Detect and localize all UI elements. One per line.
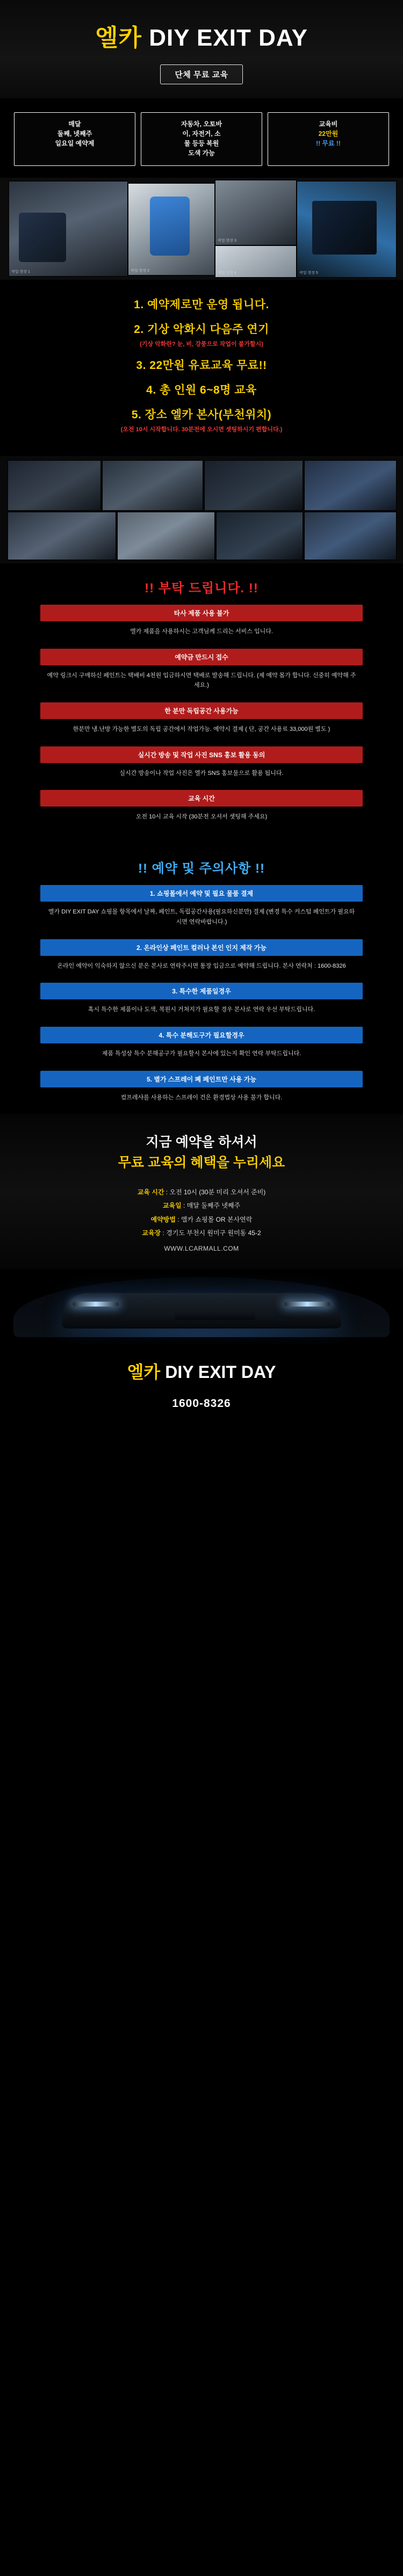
photo-caption-5: 작업 현장 5 bbox=[299, 271, 318, 275]
car-grille bbox=[175, 1311, 255, 1320]
reserve-block-2 bbox=[40, 939, 363, 974]
photo-part-1 bbox=[8, 460, 101, 511]
photo-caption-2: 작업 현장 2 bbox=[131, 269, 149, 273]
photo-part-3 bbox=[204, 460, 303, 511]
feature-vehicles-line1: 자동차, 오토바 bbox=[181, 120, 222, 128]
notice-list bbox=[0, 280, 403, 456]
photo-caption-1: 작업 현장 1 bbox=[11, 270, 30, 274]
photo-caption-4: 작업 현장 4 bbox=[218, 271, 236, 275]
cta-info-label-3: 예약방법 bbox=[150, 1215, 176, 1223]
cta-info-label-4: 교육장 bbox=[142, 1229, 161, 1237]
reserve-block-1-head: 1. 쇼핑몰에서 예약 및 필요 물품 결제 bbox=[40, 885, 363, 902]
notice-1-main: 1. 예약제로만 운영 됩니다. bbox=[134, 299, 269, 311]
request-section-title: !! 부탁 드립니다. !! bbox=[145, 581, 258, 596]
feature-vehicles-line2: 이, 자전거, 소 bbox=[182, 130, 221, 137]
reserve-block-3-body: 혹시 특수한 제품이나 도색, 복원시 거쳐지가 필요할 경우 본사로 연락 우선 부탁드립니다. bbox=[88, 1006, 315, 1013]
page-title-brand: 엘카 bbox=[95, 25, 142, 51]
request-block-3-head: 한 분만 독립공간 사용가능 bbox=[40, 702, 363, 719]
photo-workshop-1 bbox=[9, 181, 128, 277]
request-block-4-head: 실시간 방송 및 작업 사진 SNS 홍보 활용 동의 bbox=[40, 746, 363, 763]
reserve-block-5 bbox=[40, 1071, 363, 1105]
notice-4-main: 4. 총 인원 6~8명 교육 bbox=[146, 384, 257, 396]
cta-info-row-2: 교육일 : 매달 둘째주 넷째주 bbox=[162, 1202, 241, 1210]
reserve-block-4 bbox=[40, 1027, 363, 1061]
cta-info-value-2: 매달 둘째주 넷째주 bbox=[186, 1202, 241, 1210]
feature-box-row bbox=[0, 98, 403, 178]
notice-item-3 bbox=[0, 357, 403, 373]
cta-heading bbox=[0, 1133, 403, 1173]
section-spacer bbox=[0, 834, 403, 844]
photo-part-4 bbox=[304, 460, 397, 511]
feature-vehicles-line3: 물 등등 복원 bbox=[184, 140, 219, 147]
request-section bbox=[0, 563, 403, 824]
notice-5-sub: (오전 10시 시작합니다. 30분전에 오시면 셋팅하시기 편합니다.) bbox=[120, 426, 283, 433]
footer-section bbox=[0, 1345, 403, 1428]
reserve-block-1 bbox=[40, 885, 363, 929]
badge-row bbox=[0, 64, 403, 84]
request-block-4 bbox=[40, 746, 363, 781]
notice-item-5 bbox=[0, 406, 403, 433]
free-training-badge: 단체 무료 교육 bbox=[160, 64, 242, 84]
feature-box-price bbox=[268, 112, 389, 166]
reserve-block-4-body: 제품 특성상 특수 분해공구가 필요할시 본사에 있는지 확인 연락 부탁드립니다. bbox=[102, 1050, 301, 1057]
photo-caption-3: 작업 현장 3 bbox=[218, 239, 236, 243]
photo-workshop-4 bbox=[215, 245, 297, 278]
reserve-block-5-head: 5. 별가 스프레이 폐 페인트만 사용 가능 bbox=[40, 1071, 363, 1087]
cta-section bbox=[0, 1114, 403, 1269]
page-title bbox=[0, 18, 403, 53]
reserve-block-2-body: 온라인 예약이 익숙하지 않으신 분은 본사로 연락주시면 통장 입금으로 예약해 드립니다. 본사 연락처 : 1600-8326 bbox=[57, 962, 346, 969]
cta-info-value-3: 엘카 쇼핑몰 OR 본사연락 bbox=[181, 1215, 253, 1223]
cta-website-link[interactable]: WWW.LCARMALL.COM bbox=[164, 1245, 239, 1252]
cta-info-list bbox=[0, 1186, 403, 1256]
headlight-left-icon bbox=[73, 1302, 119, 1307]
notice-5-main: 5. 장소 엘카 본사(부천위치) bbox=[131, 409, 272, 421]
cta-info-row-1: 교육 시간 : 오전 10시 (30분 미리 오셔서 준비) bbox=[137, 1188, 266, 1196]
request-block-2-head: 예약금 만드시 접수 bbox=[40, 649, 363, 665]
reserve-block-5-body: 컴프레샤를 사용하는 스프레이 건은 환경법상 사용 불가 합니다. bbox=[120, 1094, 283, 1101]
request-block-3 bbox=[40, 702, 363, 737]
request-block-5-body: 오전 10시 교육 시작 (30분전 오셔서 셋팅해 주세요) bbox=[135, 814, 268, 821]
car-glow bbox=[13, 1277, 390, 1337]
request-block-3-body: 한분만 냉.난방 가능한 별도의 독립 공간에서 작업가능. 예약시 결제 ( 단, 공간 사용료 33,000원 별도 ) bbox=[73, 726, 330, 733]
request-block-1-head: 타사 제품 사용 불가 bbox=[40, 605, 363, 621]
request-block-5 bbox=[40, 790, 363, 824]
car-image bbox=[0, 1269, 403, 1345]
hero-section bbox=[0, 0, 403, 98]
feature-schedule-line2: 둘째, 넷째주 bbox=[57, 130, 92, 137]
photo-part-8 bbox=[304, 512, 397, 560]
photo-part-5 bbox=[8, 512, 116, 560]
notice-3-main: 3. 22만원 유료교육 무료!! bbox=[136, 359, 267, 372]
notice-item-1 bbox=[0, 296, 403, 312]
reserve-section bbox=[0, 844, 403, 1105]
feature-schedule-line1: 매달 bbox=[68, 120, 81, 128]
request-block-1 bbox=[40, 605, 363, 639]
request-block-1-body: 엘카 제품을 사용하시는 고객님께 드리는 서비스 입니다. bbox=[130, 628, 273, 635]
photo-part-6 bbox=[117, 512, 215, 560]
request-block-5-head: 교육 시간 bbox=[40, 790, 363, 807]
headlight-right-icon bbox=[284, 1302, 330, 1307]
photo-workshop-2 bbox=[128, 183, 215, 275]
feature-box-vehicles bbox=[141, 112, 262, 166]
cta-heading-line1: 지금 예약을 하셔서 bbox=[146, 1135, 257, 1150]
car-body bbox=[62, 1293, 341, 1329]
footer-phone-number[interactable]: 1600-8326 bbox=[172, 1397, 231, 1410]
footer-title-event: DIY EXIT DAY bbox=[165, 1362, 276, 1382]
feature-price-amount: 22만원 bbox=[318, 130, 339, 137]
reserve-block-2-head: 2. 온라인상 페인트 컬러나 본인 인지 제작 가능 bbox=[40, 939, 363, 956]
cta-info-row-4: 교육장 : 경기도 부천시 원미구 원미동 45-2 bbox=[142, 1229, 261, 1237]
cta-heading-line2: 무료 교육의 혜택을 누리세요 bbox=[118, 1155, 285, 1170]
cta-info-row-3: 예약방법 : 엘카 쇼핑몰 OR 본사연락 bbox=[150, 1215, 253, 1223]
footer-title-brand: 엘카 bbox=[127, 1362, 161, 1382]
photo-collage-parts bbox=[0, 456, 403, 563]
cta-info-value-4: 경기도 부천시 원미구 원미동 45-2 bbox=[166, 1229, 261, 1237]
cta-info-label-1: 교육 시간 bbox=[137, 1188, 164, 1196]
notice-item-2 bbox=[0, 321, 403, 348]
feature-price-free: !! 무료 !! bbox=[316, 140, 341, 147]
photo-part-2 bbox=[102, 460, 203, 511]
notice-2-main: 2. 기상 악화시 다음주 연기 bbox=[134, 323, 269, 336]
photo-workshop-3 bbox=[215, 180, 297, 245]
feature-vehicles-line4: 도색 가능 bbox=[188, 149, 215, 157]
footer-title bbox=[0, 1359, 403, 1383]
request-block-2 bbox=[40, 649, 363, 693]
page-title-event: DIY EXIT DAY bbox=[149, 25, 308, 51]
reserve-block-4-head: 4. 특수 분해도구가 필요할경우 bbox=[40, 1027, 363, 1043]
photo-workshop-5 bbox=[297, 181, 397, 278]
feature-schedule-line3: 일요일 예약제 bbox=[55, 140, 95, 147]
feature-price-label: 교육비 bbox=[319, 120, 338, 128]
cta-info-label-2: 교육일 bbox=[162, 1202, 182, 1210]
photo-collage-top bbox=[0, 178, 403, 280]
photo-part-7 bbox=[216, 512, 303, 560]
reserve-section-title: !! 예약 및 주의사항 !! bbox=[138, 861, 265, 876]
request-block-2-body: 예약 링크시 구매하신 페인트는 택배비 4천원 입금하시면 택배로 발송해 드립니다. (제 예약 몸가 합니다. 신중히 예약해 주세요.) bbox=[47, 672, 356, 689]
reserve-block-3 bbox=[40, 983, 363, 1017]
notice-item-4 bbox=[0, 381, 403, 397]
cta-info-value-1: 오전 10시 (30분 미리 오셔서 준비) bbox=[169, 1188, 266, 1196]
reserve-block-3-head: 3. 특수한 제품일경우 bbox=[40, 983, 363, 999]
request-block-4-body: 실시간 방송이나 작업 사진은 엘카 SNS 홍보물으로 활용 됩니다. bbox=[119, 770, 284, 777]
reserve-block-1-body: 엘카 DIY EXIT DAY 쇼핑몰 항목에서 날짜, 페인트, 독립공간사용(필요하신분만) 결제 (변경 특수 커스텀 페인트가 필요하시면 연락바랍니다.) bbox=[48, 909, 355, 925]
notice-2-sub: (기상 악화란? 눈, 비, 강풍으로 작업이 불가할시) bbox=[140, 341, 263, 347]
feature-box-schedule bbox=[14, 112, 135, 166]
